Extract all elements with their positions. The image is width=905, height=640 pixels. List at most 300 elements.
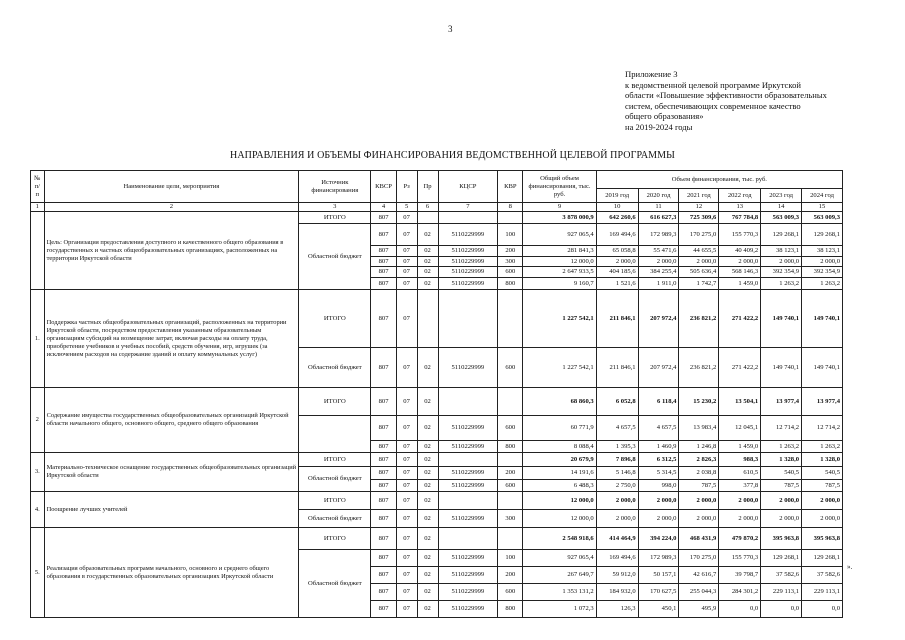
kvr-cell: 600 bbox=[498, 480, 523, 492]
year-value-cell: 13 504,1 bbox=[719, 388, 761, 416]
year-value-cell: 563 009,3 bbox=[761, 212, 802, 224]
year-value-cell: 767 784,8 bbox=[719, 212, 761, 224]
rz-cell: 07 bbox=[396, 584, 417, 601]
source-cell: Областной бюджет bbox=[299, 550, 371, 618]
year-value-cell: 271 422,2 bbox=[719, 348, 761, 388]
kvr-cell: 100 bbox=[498, 550, 523, 567]
header-col-number: 14 bbox=[761, 203, 802, 212]
year-value-cell: 4 657,5 bbox=[638, 416, 679, 441]
kvr-cell: 300 bbox=[498, 510, 523, 528]
year-value-cell: 2 000,0 bbox=[802, 510, 843, 528]
pr-cell: 02 bbox=[417, 510, 438, 528]
goal-itogo: ИТОГО bbox=[299, 212, 371, 224]
rz-cell: 07 bbox=[396, 388, 417, 416]
year-value-cell: 395 963,8 bbox=[802, 528, 843, 550]
rz-cell: 07 bbox=[396, 510, 417, 528]
year-value-cell: 4 657,5 bbox=[596, 416, 638, 441]
pr-cell: 02 bbox=[417, 601, 438, 618]
total-cell: 267 649,7 bbox=[523, 567, 596, 584]
year-value-cell: 37 582,6 bbox=[761, 567, 802, 584]
year-value-cell: 170 275,0 bbox=[679, 224, 719, 246]
year-value-cell: 40 409,2 bbox=[719, 246, 761, 257]
year-value-cell: 59 912,0 bbox=[596, 567, 638, 584]
source-cell: ИТОГО bbox=[299, 453, 371, 467]
rz-cell: 07 bbox=[396, 348, 417, 388]
kvsr-cell: 807 bbox=[371, 388, 396, 416]
source-cell: Областной бюджет bbox=[299, 510, 371, 528]
kvsr-cell: 807 bbox=[371, 480, 396, 492]
item-name: Материально-техническое оснащение государственных общеобразовательных организаций Иркутской области bbox=[44, 453, 299, 492]
kcsr-cell: 5110229999 bbox=[438, 550, 498, 567]
pr-cell: 02 bbox=[417, 267, 438, 278]
year-value-cell: 5 314,5 bbox=[638, 467, 679, 480]
year-value-cell: 38 123,1 bbox=[802, 246, 843, 257]
kcsr-cell: 5110229999 bbox=[438, 348, 498, 388]
year-value-cell: 0,0 bbox=[802, 601, 843, 618]
year-value-cell: 65 058,8 bbox=[596, 246, 638, 257]
rz-cell: 07 bbox=[396, 441, 417, 453]
year-value-cell: 5 146,8 bbox=[596, 467, 638, 480]
year-value-cell: 1 246,8 bbox=[679, 441, 719, 453]
rz-cell: 07 bbox=[396, 257, 417, 267]
item-number: 4. bbox=[31, 492, 45, 528]
kvr-cell bbox=[498, 212, 523, 224]
financing-table bbox=[30, 170, 843, 618]
total-cell: 3 878 000,9 bbox=[523, 212, 596, 224]
total-cell: 281 841,3 bbox=[523, 246, 596, 257]
rz-cell: 07 bbox=[396, 601, 417, 618]
year-value-cell: 13 977,4 bbox=[761, 388, 802, 416]
header-col-number: 15 bbox=[802, 203, 843, 212]
header-num: № п/п bbox=[31, 171, 45, 203]
source-cell bbox=[299, 416, 371, 453]
kcsr-cell: 5110229999 bbox=[438, 278, 498, 290]
total-cell: 9 160,7 bbox=[523, 278, 596, 290]
year-value-cell: 392 354,9 bbox=[761, 267, 802, 278]
header-col-number: 4 bbox=[371, 203, 396, 212]
total-cell: 20 679,9 bbox=[523, 453, 596, 467]
header-year: 2022 год bbox=[719, 189, 761, 203]
pr-cell: 02 bbox=[417, 224, 438, 246]
rz-cell: 07 bbox=[396, 453, 417, 467]
year-value-cell: 170 275,0 bbox=[679, 550, 719, 567]
year-value-cell: 12 714,2 bbox=[802, 416, 843, 441]
total-cell: 14 191,6 bbox=[523, 467, 596, 480]
year-value-cell: 2 000,0 bbox=[802, 257, 843, 267]
kvr-cell: 200 bbox=[498, 467, 523, 480]
kvr-cell: 100 bbox=[498, 224, 523, 246]
header-col-number: 13 bbox=[719, 203, 761, 212]
header-col-number: 3 bbox=[299, 203, 371, 212]
table-row bbox=[31, 528, 843, 550]
year-value-cell: 1 459,0 bbox=[719, 278, 761, 290]
year-value-cell: 229 113,1 bbox=[761, 584, 802, 601]
table-row bbox=[31, 171, 843, 189]
year-value-cell: 184 932,0 bbox=[596, 584, 638, 601]
year-value-cell: 169 494,6 bbox=[596, 224, 638, 246]
year-value-cell: 725 309,6 bbox=[679, 212, 719, 224]
year-value-cell: 450,1 bbox=[638, 601, 679, 618]
year-value-cell: 2 000,0 bbox=[719, 492, 761, 510]
pr-cell: 02 bbox=[417, 257, 438, 267]
year-value-cell: 44 655,5 bbox=[679, 246, 719, 257]
year-value-cell: 2 000,0 bbox=[719, 510, 761, 528]
year-value-cell: 149 740,1 bbox=[761, 348, 802, 388]
year-value-cell: 988,3 bbox=[719, 453, 761, 467]
kvr-cell bbox=[498, 528, 523, 550]
pr-cell: 02 bbox=[417, 492, 438, 510]
pr-cell: 02 bbox=[417, 467, 438, 480]
year-value-cell: 2 038,8 bbox=[679, 467, 719, 480]
year-value-cell: 38 123,1 bbox=[761, 246, 802, 257]
kcsr-cell bbox=[438, 212, 498, 224]
year-value-cell: 2 000,0 bbox=[761, 257, 802, 267]
header-col-number: 10 bbox=[596, 203, 638, 212]
year-value-cell: 1 263,2 bbox=[761, 441, 802, 453]
pr-cell: 02 bbox=[417, 388, 438, 416]
pr-cell bbox=[417, 212, 438, 224]
appendix-line: области «Повышение эффективности образовательных bbox=[625, 90, 827, 101]
source-cell: Областной бюджет bbox=[299, 467, 371, 492]
year-value-cell: 787,5 bbox=[761, 480, 802, 492]
total-cell: 2 647 933,5 bbox=[523, 267, 596, 278]
year-value-cell: 211 846,1 bbox=[596, 348, 638, 388]
total-cell: 1 227 542,1 bbox=[523, 290, 596, 348]
pr-cell: 02 bbox=[417, 567, 438, 584]
kvr-cell: 800 bbox=[498, 278, 523, 290]
year-value-cell: 13 977,4 bbox=[802, 388, 843, 416]
header-volume: Объем финансирования, тыс. руб. bbox=[596, 171, 842, 189]
kcsr-cell bbox=[438, 528, 498, 550]
rz-cell: 07 bbox=[396, 416, 417, 441]
item-name: Поддержка частных общеобразовательных организаций, расположенных на территории Иркутской области, посредством предоставления указанным образовательным организациям субсидий на возмещение затрат, включая расходы на оплату труда, приобретение учебников и учебных пособий, средств обучения, игр, игрушек (за исключением расходов на содержание зданий и оплату коммунальных услуг) bbox=[44, 290, 299, 388]
year-value-cell: 2 000,0 bbox=[719, 257, 761, 267]
year-value-cell: 1 460,9 bbox=[638, 441, 679, 453]
item-number: 3. bbox=[31, 453, 45, 492]
appendix-line: систем, обеспечивающих современное качество bbox=[625, 100, 801, 111]
appendix-line: общего образования» bbox=[625, 111, 704, 122]
year-value-cell: 155 770,3 bbox=[719, 224, 761, 246]
kvsr-cell: 807 bbox=[371, 278, 396, 290]
kcsr-cell bbox=[438, 492, 498, 510]
kvr-cell: 300 bbox=[498, 257, 523, 267]
year-value-cell: 1 328,0 bbox=[802, 453, 843, 467]
rz-cell: 07 bbox=[396, 528, 417, 550]
year-value-cell: 172 989,3 bbox=[638, 224, 679, 246]
kvr-cell: 600 bbox=[498, 416, 523, 441]
year-value-cell: 2 000,0 bbox=[596, 510, 638, 528]
year-value-cell: 229 113,1 bbox=[802, 584, 843, 601]
year-value-cell: 1 263,2 bbox=[761, 278, 802, 290]
kvr-cell: 600 bbox=[498, 584, 523, 601]
rz-cell: 07 bbox=[396, 480, 417, 492]
kvr-cell: 200 bbox=[498, 246, 523, 257]
pr-cell: 02 bbox=[417, 246, 438, 257]
goal-budget: Областной бюджет bbox=[299, 224, 371, 290]
header-col-number: 8 bbox=[498, 203, 523, 212]
year-value-cell: 149 740,1 bbox=[761, 290, 802, 348]
year-value-cell: 384 255,4 bbox=[638, 267, 679, 278]
year-value-cell: 129 268,1 bbox=[802, 224, 843, 246]
header-year: 2023 год bbox=[761, 189, 802, 203]
goal-name: Цель: Организация предоставления доступного и качественного общего образования в государственных и частных общеобразовательных организациях, расположенных на территории Иркутской области bbox=[44, 212, 299, 290]
header-col-number: 5 bbox=[396, 203, 417, 212]
kvr-cell: 600 bbox=[498, 267, 523, 278]
year-value-cell: 12 714,2 bbox=[761, 416, 802, 441]
kvr-cell: 200 bbox=[498, 567, 523, 584]
header-col-number: 2 bbox=[44, 203, 299, 212]
year-value-cell: 236 821,2 bbox=[679, 290, 719, 348]
year-value-cell: 149 740,1 bbox=[802, 290, 843, 348]
pr-cell: 02 bbox=[417, 550, 438, 567]
pr-cell: 02 bbox=[417, 348, 438, 388]
kvsr-cell: 807 bbox=[371, 246, 396, 257]
kcsr-cell: 5110229999 bbox=[438, 601, 498, 618]
source-cell: ИТОГО bbox=[299, 492, 371, 510]
year-value-cell: 6 118,4 bbox=[638, 388, 679, 416]
kvsr-cell: 807 bbox=[371, 212, 396, 224]
year-value-cell: 2 000,0 bbox=[679, 492, 719, 510]
kvsr-cell: 807 bbox=[371, 528, 396, 550]
header-year: 2020 год bbox=[638, 189, 679, 203]
year-value-cell: 1 263,2 bbox=[802, 441, 843, 453]
year-value-cell: 468 431,9 bbox=[679, 528, 719, 550]
pr-cell: 02 bbox=[417, 528, 438, 550]
header-col-number: 9 bbox=[523, 203, 596, 212]
header-name: Наименование цели, мероприятия bbox=[44, 171, 299, 203]
header-kvsr: КВСР bbox=[371, 171, 396, 203]
rz-cell: 07 bbox=[396, 212, 417, 224]
kvsr-cell: 807 bbox=[371, 290, 396, 348]
appendix-line: Приложение 3 bbox=[625, 69, 678, 79]
kcsr-cell: 5110229999 bbox=[438, 510, 498, 528]
year-value-cell: 55 471,6 bbox=[638, 246, 679, 257]
year-value-cell: 404 185,6 bbox=[596, 267, 638, 278]
header-year: 2019 год bbox=[596, 189, 638, 203]
item-number: 5. bbox=[31, 528, 45, 618]
year-value-cell: 1 742,7 bbox=[679, 278, 719, 290]
kvsr-cell: 807 bbox=[371, 453, 396, 467]
year-value-cell: 0,0 bbox=[761, 601, 802, 618]
year-value-cell: 37 582,6 bbox=[802, 567, 843, 584]
year-value-cell: 12 045,1 bbox=[719, 416, 761, 441]
header-rz: Рз bbox=[396, 171, 417, 203]
source-cell: ИТОГО bbox=[299, 528, 371, 550]
table-row bbox=[31, 290, 843, 348]
year-value-cell: 414 464,9 bbox=[596, 528, 638, 550]
rz-cell: 07 bbox=[396, 550, 417, 567]
year-value-cell: 126,3 bbox=[596, 601, 638, 618]
item-name: Реализация образовательных программ начального, основного и среднего общего образования в государственных образовательных организациях Иркутской области bbox=[44, 528, 299, 618]
year-value-cell: 42 616,7 bbox=[679, 567, 719, 584]
total-cell: 927 065,4 bbox=[523, 550, 596, 567]
year-value-cell: 495,9 bbox=[679, 601, 719, 618]
year-value-cell: 394 224,0 bbox=[638, 528, 679, 550]
source-cell: ИТОГО bbox=[299, 388, 371, 416]
header-pr: Пр bbox=[417, 171, 438, 203]
year-value-cell: 642 260,6 bbox=[596, 212, 638, 224]
kcsr-cell: 5110229999 bbox=[438, 480, 498, 492]
kcsr-cell: 5110229999 bbox=[438, 257, 498, 267]
kvsr-cell: 807 bbox=[371, 348, 396, 388]
rz-cell: 07 bbox=[396, 567, 417, 584]
total-cell: 12 000,0 bbox=[523, 492, 596, 510]
appendix-line: на 2019-2024 годы bbox=[625, 121, 693, 132]
kvr-cell: 800 bbox=[498, 441, 523, 453]
kcsr-cell bbox=[438, 388, 498, 416]
kvr-cell: 600 bbox=[498, 348, 523, 388]
kcsr-cell: 5110229999 bbox=[438, 467, 498, 480]
year-value-cell: 2 000,0 bbox=[761, 510, 802, 528]
kvsr-cell: 807 bbox=[371, 510, 396, 528]
header-col-number: 11 bbox=[638, 203, 679, 212]
source-cell: Областной бюджет bbox=[299, 348, 371, 388]
year-value-cell: 479 870,2 bbox=[719, 528, 761, 550]
total-cell: 12 000,0 bbox=[523, 510, 596, 528]
year-value-cell: 7 896,8 bbox=[596, 453, 638, 467]
kvr-cell bbox=[498, 290, 523, 348]
year-value-cell: 271 422,2 bbox=[719, 290, 761, 348]
year-value-cell: 211 846,1 bbox=[596, 290, 638, 348]
year-value-cell: 540,5 bbox=[761, 467, 802, 480]
kvr-cell: 800 bbox=[498, 601, 523, 618]
page-title: НАПРАВЛЕНИЯ И ОБЪЕМЫ ФИНАНСИРОВАНИЯ ВЕДОМСТВЕННОЙ ЦЕЛЕВОЙ ПРОГРАММЫ bbox=[230, 150, 675, 161]
table-row bbox=[31, 203, 843, 212]
year-value-cell: 39 798,7 bbox=[719, 567, 761, 584]
kcsr-cell: 5110229999 bbox=[438, 567, 498, 584]
header-col-number: 12 bbox=[679, 203, 719, 212]
total-cell: 1 072,3 bbox=[523, 601, 596, 618]
pr-cell: 02 bbox=[417, 453, 438, 467]
year-value-cell: 207 972,4 bbox=[638, 290, 679, 348]
pr-cell: 02 bbox=[417, 441, 438, 453]
header-col-number: 1 bbox=[31, 203, 45, 212]
year-value-cell: 2 000,0 bbox=[638, 492, 679, 510]
header-total: Общий объем финансирования, тыс. руб. bbox=[523, 171, 596, 203]
kcsr-cell: 5110229999 bbox=[438, 267, 498, 278]
kcsr-cell: 5110229999 bbox=[438, 246, 498, 257]
year-value-cell: 2 000,0 bbox=[596, 492, 638, 510]
kvsr-cell: 807 bbox=[371, 257, 396, 267]
kvsr-cell: 807 bbox=[371, 584, 396, 601]
pr-cell: 02 bbox=[417, 278, 438, 290]
table-row bbox=[31, 492, 843, 510]
year-value-cell: 563 009,3 bbox=[802, 212, 843, 224]
year-value-cell: 155 770,3 bbox=[719, 550, 761, 567]
table-row bbox=[31, 212, 843, 224]
kvsr-cell: 807 bbox=[371, 267, 396, 278]
kvr-cell bbox=[498, 453, 523, 467]
header-col-number: 6 bbox=[417, 203, 438, 212]
kvsr-cell: 807 bbox=[371, 224, 396, 246]
kvsr-cell: 807 bbox=[371, 567, 396, 584]
kcsr-cell: 5110229999 bbox=[438, 416, 498, 441]
header-source: Источник финансирования bbox=[299, 171, 371, 203]
year-value-cell: 0,0 bbox=[719, 601, 761, 618]
year-value-cell: 170 627,5 bbox=[638, 584, 679, 601]
kvsr-cell: 807 bbox=[371, 601, 396, 618]
year-value-cell: 284 301,2 bbox=[719, 584, 761, 601]
year-value-cell: 2 826,3 bbox=[679, 453, 719, 467]
year-value-cell: 2 000,0 bbox=[638, 257, 679, 267]
pr-cell bbox=[417, 290, 438, 348]
rz-cell: 07 bbox=[396, 492, 417, 510]
year-value-cell: 377,8 bbox=[719, 480, 761, 492]
page-number: 3 bbox=[448, 24, 453, 34]
total-cell: 2 548 918,6 bbox=[523, 528, 596, 550]
pr-cell: 02 bbox=[417, 584, 438, 601]
year-value-cell: 787,5 bbox=[679, 480, 719, 492]
kvsr-cell: 807 bbox=[371, 441, 396, 453]
year-value-cell: 505 636,4 bbox=[679, 267, 719, 278]
kcsr-cell: 5110229999 bbox=[438, 584, 498, 601]
item-number: 1. bbox=[31, 290, 45, 388]
item-number: 2 bbox=[31, 388, 45, 453]
year-value-cell: 392 354,9 bbox=[802, 267, 843, 278]
year-value-cell: 2 000,0 bbox=[638, 510, 679, 528]
year-value-cell: 1 263,2 bbox=[802, 278, 843, 290]
year-value-cell: 129 268,1 bbox=[761, 224, 802, 246]
header-kvr: КВР bbox=[498, 171, 523, 203]
year-value-cell: 2 750,0 bbox=[596, 480, 638, 492]
year-value-cell: 2 000,0 bbox=[679, 510, 719, 528]
rz-cell: 07 bbox=[396, 290, 417, 348]
total-cell: 60 771,9 bbox=[523, 416, 596, 441]
total-cell: 12 000,0 bbox=[523, 257, 596, 267]
appendix-note bbox=[625, 69, 895, 133]
total-cell: 1 353 131,2 bbox=[523, 584, 596, 601]
item-name: Содержание имущества государственных общеобразовательных организаций Иркутской области начального общего, основного общего, среднего общего образования bbox=[44, 388, 299, 453]
item-name: Поощрение лучших учителей bbox=[44, 492, 299, 528]
total-cell: 6 488,3 bbox=[523, 480, 596, 492]
kvsr-cell: 807 bbox=[371, 467, 396, 480]
rz-cell: 07 bbox=[396, 246, 417, 257]
year-value-cell: 616 627,3 bbox=[638, 212, 679, 224]
kcsr-cell: 5110229999 bbox=[438, 441, 498, 453]
kvsr-cell: 807 bbox=[371, 416, 396, 441]
appendix-line: к ведомственной целевой программе Иркутской bbox=[625, 79, 801, 90]
year-value-cell: 129 268,1 bbox=[761, 550, 802, 567]
kcsr-cell bbox=[438, 453, 498, 467]
header-year: 2024 год bbox=[802, 189, 843, 203]
goal-num-cell bbox=[31, 212, 45, 290]
year-value-cell: 610,5 bbox=[719, 467, 761, 480]
pr-cell: 02 bbox=[417, 416, 438, 441]
year-value-cell: 1 395,3 bbox=[596, 441, 638, 453]
kcsr-cell: 5110229999 bbox=[438, 224, 498, 246]
year-value-cell: 6 052,8 bbox=[596, 388, 638, 416]
kvsr-cell: 807 bbox=[371, 492, 396, 510]
year-value-cell: 568 146,3 bbox=[719, 267, 761, 278]
year-value-cell: 207 972,4 bbox=[638, 348, 679, 388]
year-value-cell: 236 821,2 bbox=[679, 348, 719, 388]
year-value-cell: 6 312,5 bbox=[638, 453, 679, 467]
rz-cell: 07 bbox=[396, 467, 417, 480]
pr-cell: 02 bbox=[417, 480, 438, 492]
year-value-cell: 169 494,6 bbox=[596, 550, 638, 567]
year-value-cell: 149 740,1 bbox=[802, 348, 843, 388]
year-value-cell: 1 328,0 bbox=[761, 453, 802, 467]
total-cell: 8 088,4 bbox=[523, 441, 596, 453]
header-year: 2021 год bbox=[679, 189, 719, 203]
rz-cell: 07 bbox=[396, 278, 417, 290]
year-value-cell: 2 000,0 bbox=[679, 257, 719, 267]
closing-quote-mark: ». bbox=[847, 563, 853, 571]
year-value-cell: 50 157,1 bbox=[638, 567, 679, 584]
kcsr-cell bbox=[438, 290, 498, 348]
year-value-cell: 2 000,0 bbox=[596, 257, 638, 267]
total-cell: 927 065,4 bbox=[523, 224, 596, 246]
